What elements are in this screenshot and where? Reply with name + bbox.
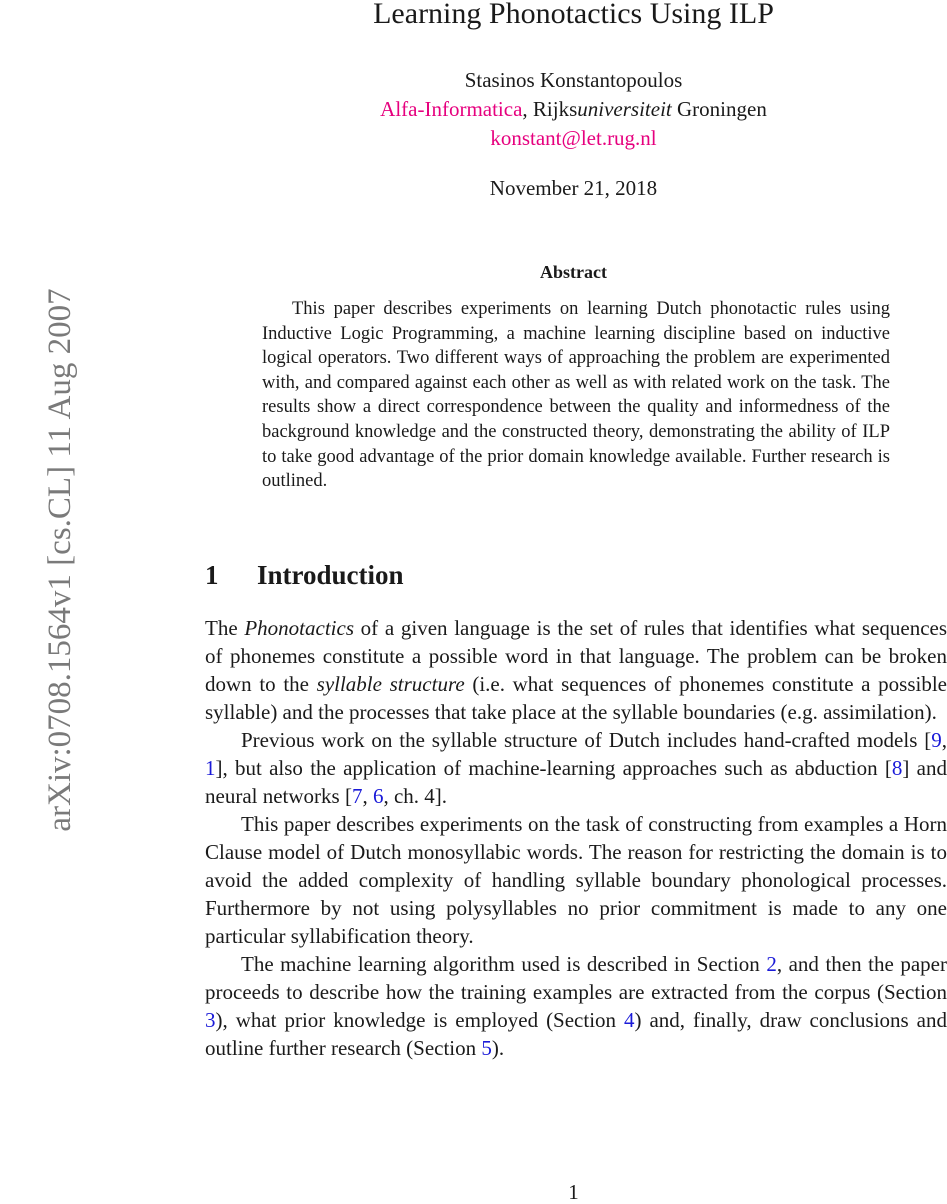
citation-link[interactable]: 1 [205,756,216,780]
affiliation [200,95,947,123]
text-run: ], but also the application of machine-learning approaches such as abduction [ [215,756,892,780]
text-run: ) and, finally, draw conclusions and outline further research (Section [205,1008,947,1060]
text-run: , [362,784,373,808]
text-run: , [941,728,947,752]
intro-paragraph-4 [205,950,947,1062]
author-email-link[interactable]: konstant@let.rug.nl [490,126,657,150]
affiliation-uni-prefix: Rijks [532,97,578,121]
arxiv-identifier: arXiv:0708.1564v1 [cs.CL] 11 Aug 2007 [42,288,78,832]
citation-link[interactable]: 6 [372,784,384,808]
section-ref-link[interactable]: 3 [205,1008,216,1032]
paper-title: Learning Phonotactics Using ILP [373,0,774,30]
section-title: Introduction [257,560,404,590]
text-run: The [205,616,245,640]
intro-paragraph-1 [205,614,947,726]
text-run: ] and neural networks [ [205,756,947,808]
abstract-text: This paper describes experiments on learning Dutch phonotactic rules using Inductive Logic Programming, a machine learning discipline based on inductive logical operators. Two different ways of approaching the problem are experimented with, and compared against each other as well as with related work on the task. The results show a direct correspondence between the quality and informedness of the background knowledge and the constructed theory, demonstrating the ability of ILP to take good advantage of the prior domain knowledge available. Further research is outlined. [262,299,890,492]
section-ref-link[interactable]: 2 [766,952,777,976]
phonotactics-term: Phonotactics [244,616,354,640]
introduction-body [205,614,947,1062]
abstract-body [262,297,890,494]
text-run: The machine learning algorithm used is described in Section [241,952,767,976]
text-run: , and then the paper proceeds to describe how the training examples are extracted from the corpus (Section [205,952,947,1004]
citation-link[interactable]: 9 [931,728,942,752]
intro-paragraph-2 [205,726,947,810]
text-run: ), what prior knowledge is employed (Section [215,1008,624,1032]
citation-link[interactable]: 8 [891,756,903,780]
section-heading [205,558,404,592]
text-run: ). [491,1036,505,1060]
section-ref-link[interactable]: 4 [624,1008,635,1032]
intro-paragraph-3: This paper describes experiments on the task of constructing from examples a Horn Clause model of Dutch monosyllabic words. The reason for restricting the domain is to avoid the added complexity of handling syllable boundary phonological processes. Furthermore by not using polysyllables no prior commitment is made to any one particular syllabification theory. [205,812,947,948]
section-ref-link[interactable]: 5 [481,1036,492,1060]
section-number: 1 [205,560,219,590]
affiliation-uni-suffix: universiteit [577,97,672,121]
citation-link[interactable]: 7 [351,784,363,808]
text-run: of a given language is the set of rules that identifies what sequences of phonemes constitute a possible word in that language. The problem can be broken down to the [205,616,947,696]
page-number: 1 [568,1180,579,1204]
affiliation-dept-link[interactable]: Alfa-Informatica [380,97,523,121]
paper-date: November 21, 2018 [489,176,658,200]
abstract-heading: Abstract [540,262,607,282]
text-run: (i.e. what sequences of phonemes constitute a possible syllable) and the processes that take place at the syllable boundaries (e.g. assimilation). [205,672,947,724]
text-run: Previous work on the syllable structure of Dutch includes hand-crafted models [ [241,728,932,752]
affiliation-separator: , [522,97,533,121]
affiliation-city: Groningen [671,97,767,121]
syllable-structure-term: syllable structure [316,672,465,696]
author-name: Stasinos Konstantopoulos [464,68,683,92]
text-run: , ch. 4]. [383,784,448,808]
arxiv-sidebar [0,190,78,930]
